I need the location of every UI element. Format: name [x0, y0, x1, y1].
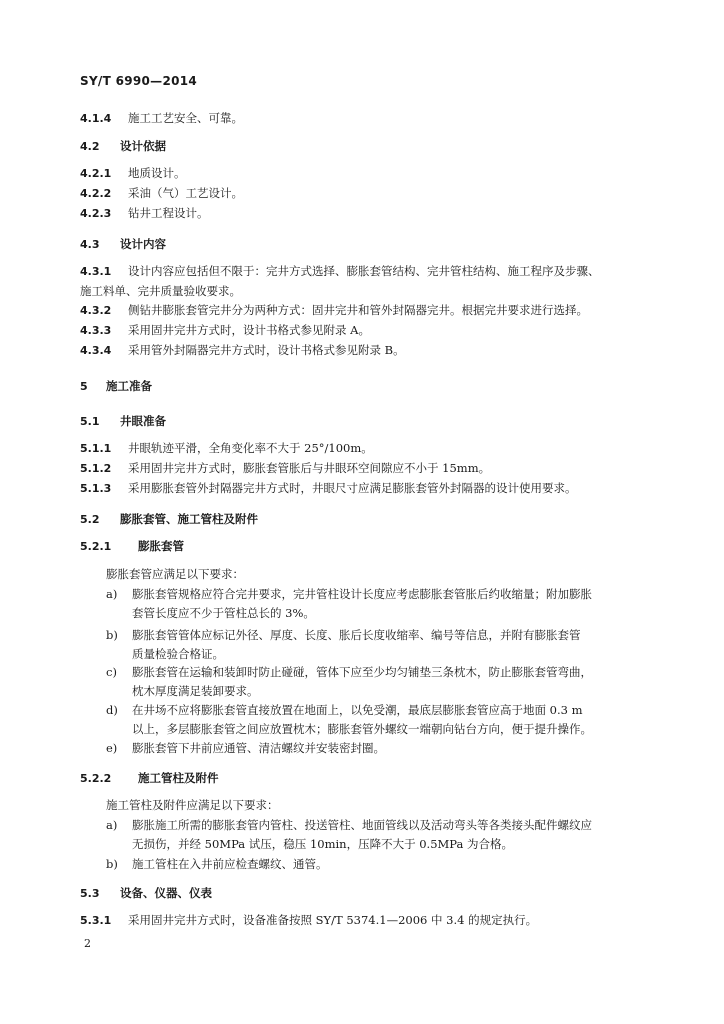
list-marker: c) [106, 665, 117, 679]
section-number: 4.3 [80, 238, 100, 251]
list-item-text: 膨胀施工所需的膨胀套管内管柱、投送管柱、地面管线以及活动弯头等各类接头配件螺纹应 [132, 818, 592, 832]
subsection-number: 5.2.1 [80, 540, 112, 553]
clause-number: 4.3.4 [80, 344, 112, 357]
section-title: 井眼准备 [120, 414, 166, 428]
list-item-b [106, 627, 581, 643]
section-title: 设备、仪器、仪表 [120, 886, 212, 900]
clause-4-1-4 [80, 110, 243, 127]
clause-text: 采用固井完井方式时，膨胀套管胀后与井眼环空间隙应不小于 15mm。 [128, 461, 491, 475]
section-number: 4.2 [80, 140, 100, 153]
list-item-text: 膨胀套管规格应符合完井要求，完井管柱设计长度应考虑膨胀套管胀后约收缩量；附加膨胀 [132, 587, 592, 601]
clause-4-3-1 [80, 263, 600, 280]
chapter-title: 施工准备 [106, 379, 152, 393]
clause-number: 4.3.3 [80, 324, 112, 337]
clause-4-2-1 [80, 165, 186, 182]
clause-text: 施工料单、完井质量验收要求。 [80, 284, 241, 298]
subsection-number: 5.2.2 [80, 772, 112, 785]
section-heading-4-2 [80, 138, 166, 155]
list-item-a [106, 817, 592, 833]
list-marker: d) [106, 703, 118, 717]
section-number: 5.3 [80, 887, 100, 900]
clause-text: 采用膨胀套管外封隔器完井方式时，井眼尺寸应满足膨胀套管外封隔器的设计使用要求。 [128, 481, 577, 495]
section-title: 设计内容 [120, 237, 166, 251]
clause-text: 采用管外封隔器完井方式时，设计书格式参见附录 B。 [128, 343, 405, 357]
clause-number: 4.2.1 [80, 167, 112, 180]
list-marker: b) [106, 628, 118, 642]
list-item-text: 施工管柱在入井前应检查螺纹、通管。 [132, 857, 328, 871]
clause-text: 采油（气）工艺设计。 [128, 186, 243, 200]
list-marker: a) [106, 818, 118, 832]
clause-number: 4.2.3 [80, 207, 112, 220]
clause-4-3-1-continued [80, 283, 241, 299]
list-item-b [106, 856, 328, 872]
section-heading-4-3 [80, 236, 166, 253]
list-item-text: 膨胀套管在运输和装卸时防止碰碰，管体下应至少均匀铺垫三条枕木，防止膨胀套管弯曲， [132, 665, 592, 679]
list-item-a [106, 586, 592, 602]
clause-4-3-4 [80, 342, 405, 359]
clause-number: 4.1.4 [80, 112, 112, 125]
clause-5-1-1 [80, 440, 373, 457]
list-marker: e) [106, 741, 118, 755]
clause-5-1-2 [80, 460, 490, 477]
clause-number: 4.2.2 [80, 187, 112, 200]
section-heading-5-3 [80, 885, 212, 902]
clause-text: 设计内容应包括但不限于：完井方式选择、膨胀套管结构、完井管柱结构、施工程序及步骤、 [128, 264, 600, 278]
clause-number: 5.3.1 [80, 914, 112, 927]
clause-4-3-3 [80, 322, 370, 339]
clause-number: 4.3.2 [80, 304, 112, 317]
list-marker: b) [106, 857, 118, 871]
clause-4-2-3 [80, 205, 209, 222]
clause-text: 采用固井完井方式时，设计书格式参见附录 A。 [128, 323, 370, 337]
subsection-heading-5-2-2 [80, 770, 219, 787]
list-item-a-continued: 无损伤，并经 50MPa 试压，稳压 10min，压降不大于 0.5MPa 为合格。 [132, 837, 514, 851]
subsection-heading-5-2-1 [80, 538, 184, 555]
clause-4-2-2 [80, 185, 243, 202]
section-title: 设计依据 [120, 139, 166, 153]
list-item-text: 膨胀套管下井前应通管、清洁螺纹并安装密封圈。 [132, 741, 385, 755]
clause-4-3-2 [80, 302, 588, 319]
list-item-text: 膨胀套管管体应标记外径、厚度、长度、胀后长度收缩率、编号等信息，并附有膨胀套管 [132, 628, 581, 642]
list-item-a-continued: 套管长度应不少于管柱总长的 3%。 [132, 606, 315, 620]
clause-number: 4.3.1 [80, 265, 112, 278]
chapter-number: 5 [80, 380, 88, 393]
clause-text: 井眼轨迹平滑，全角变化率不大于 25°/100m。 [128, 441, 373, 455]
section-heading-5-1 [80, 413, 166, 430]
standard-code-header: SY/T 6990—2014 [80, 74, 198, 88]
subsection-title: 膨胀套管 [138, 539, 184, 553]
subsection-title: 施工管柱及附件 [138, 771, 219, 785]
clause-5-1-3 [80, 480, 577, 497]
list-item-d-continued: 以上，多层膨胀套管之间应放置枕木；膨胀套管外螺纹一端朝向钻台方向，便于提升操作。 [132, 722, 592, 736]
list-item-c [106, 664, 592, 680]
list-item-b-continued: 质量检验合格证。 [132, 647, 224, 661]
clause-5-3-1 [80, 912, 537, 929]
section-number: 5.1 [80, 415, 100, 428]
list-item-c-continued: 枕木厚度满足装卸要求。 [132, 684, 259, 698]
intro-paragraph: 膨胀套管应满足以下要求： [106, 567, 244, 581]
list-item-text: 在井场不应将膨胀套管直接放置在地面上，以免受潮，最底层膨胀套管应高于地面 0.3 m [132, 703, 583, 717]
page-number: 2 [84, 937, 91, 950]
clause-text: 地质设计。 [128, 166, 186, 180]
intro-paragraph: 施工管柱及附件应满足以下要求： [106, 798, 279, 812]
clause-number: 5.1.3 [80, 482, 112, 495]
clause-text: 侧钻井膨胀套管完井分为两种方式：固井完井和管外封隔器完井。根据完井要求进行选择。 [128, 303, 588, 317]
clause-text: 采用固井完井方式时，设备准备按照 SY/T 5374.1—2006 中 3.4 的规定执行。 [128, 913, 538, 927]
list-item-d [106, 702, 583, 718]
section-number: 5.2 [80, 513, 100, 526]
clause-number: 5.1.2 [80, 462, 112, 475]
clause-number: 5.1.1 [80, 442, 112, 455]
section-heading-5-2 [80, 511, 258, 528]
clause-text: 施工工艺安全、可靠。 [128, 111, 243, 125]
chapter-heading-5 [80, 378, 152, 395]
list-marker: a) [106, 587, 118, 601]
list-item-e [106, 740, 385, 756]
clause-text: 钻井工程设计。 [128, 206, 209, 220]
section-title: 膨胀套管、施工管柱及附件 [120, 512, 258, 526]
